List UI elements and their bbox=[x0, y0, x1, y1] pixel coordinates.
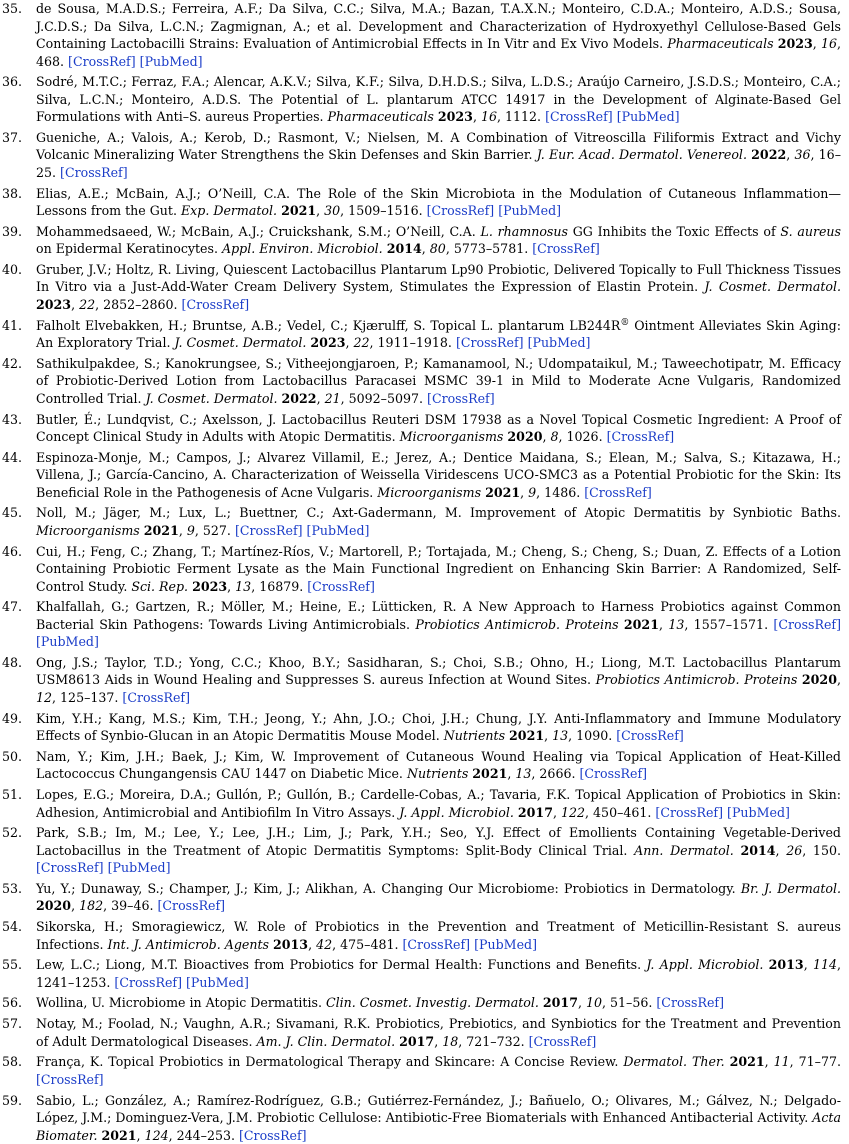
reference-italic-text: Sci. Rep. bbox=[131, 579, 188, 594]
reference-text bbox=[36, 504, 841, 539]
reference-text-segment: GG Inhibits the Toxic Effects of bbox=[568, 224, 780, 239]
reference-text-segment: Gueniche, A.; Valois, A.; Kerob, D.; Rasmont, V.; Nielsen, M. A Combination of Vitreoscilla Filiformis Extract and Vichy Volcanic Mineralizing Water Strengthens the Skin Defenses and Skin Barrier. bbox=[36, 130, 841, 163]
reference-year: 2021 bbox=[624, 617, 659, 632]
crossref-link[interactable]: [CrossRef] bbox=[773, 617, 841, 632]
reference-text-segment: , 1509–1516. bbox=[340, 203, 426, 218]
reference-year: 2023 bbox=[778, 36, 813, 51]
reference-item bbox=[2, 73, 841, 126]
reference-item bbox=[2, 449, 841, 502]
reference-italic-text: Probiotics Antimicrob. Proteins bbox=[596, 672, 798, 687]
reference-italic-text: Probiotics Antimicrob. Proteins bbox=[415, 617, 618, 632]
reference-text-segment: , 51–56. bbox=[602, 995, 656, 1010]
reference-text bbox=[36, 710, 841, 745]
crossref-link[interactable]: [CrossRef] bbox=[579, 766, 647, 781]
reference-text-segment: Espinoza-Monje, M.; Campos, J.; Alvarez Villamil, E.; Jerez, A.; Dentice Maidana, S.; Elean, M.; Salva, S.; Kitazawa, H.; Villena, J.; García-Cancino, A. Characterization of Weissella Viridescens UCO-SMC3 as a Potential Probiotic for the Skin: Its Beneficial Role in the Pathogenesis of Acne Vulgaris. bbox=[36, 450, 841, 500]
reference-item bbox=[2, 598, 841, 651]
reference-text-segment: Yu, Y.; Dunaway, S.; Champer, J.; Kim, J.; Alikhan, A. Changing Our Microbiome: Probiotics in Dermatology. bbox=[36, 881, 741, 896]
reference-text bbox=[36, 129, 841, 182]
reference-number: 53. bbox=[2, 880, 36, 898]
reference-text-segment: , bbox=[804, 957, 813, 972]
reference-text-segment: Ong, J.S.; Taylor, T.D.; Yong, C.C.; Khoo, B.Y.; Sasidharan, S.; Choi, S.B.; Ohno, H.; Liong, M.T. Lactobacillus Plantarum USM8613 Aids in Wound Healing and Suppresses S. aureus Infection at Wound Sites. bbox=[36, 655, 841, 688]
reference-text-segment: , bbox=[578, 995, 586, 1010]
reference-italic-text: Pharmaceuticals bbox=[667, 36, 773, 51]
reference-number: 48. bbox=[2, 654, 36, 672]
crossref-link[interactable]: [CrossRef] bbox=[427, 203, 495, 218]
crossref-link[interactable]: [CrossRef] bbox=[427, 391, 495, 406]
reference-text-segment: , bbox=[71, 898, 79, 913]
reference-italic-text: J. Cosmet. Dermatol. bbox=[704, 279, 841, 294]
reference-number: 37. bbox=[2, 129, 36, 147]
pubmed-link[interactable]: [PubMed] bbox=[727, 805, 790, 820]
pubmed-link[interactable]: [PubMed] bbox=[307, 523, 370, 538]
reference-italic-text: 13 bbox=[515, 766, 531, 781]
reference-text-segment: , bbox=[765, 1054, 774, 1069]
reference-text-segment: Sodré, M.T.C.; Ferraz, F.A.; Alencar, A.K.V.; Silva, K.F.; Silva, D.H.D.S.; Silva, L.D.S.; Araújo Carneiro, J.S.D.S.; Monteiro, C.A.; Silva, L.C.N.; Monteiro, A.D.S. The Potential of L. plantarum ATCC 14917 in the Development of Alginate-Based Gel Formulations with Anti–S. aureus Properties. bbox=[36, 74, 841, 124]
pubmed-link[interactable]: [PubMed] bbox=[498, 203, 561, 218]
reference-item bbox=[2, 223, 841, 258]
reference-item bbox=[2, 1053, 841, 1088]
reference-text-segment: , 1557–1571. bbox=[684, 617, 773, 632]
reference-item bbox=[2, 543, 841, 596]
reference-italic-text: 13 bbox=[552, 728, 568, 743]
reference-text-segment: , 150. bbox=[802, 843, 841, 858]
reference-italic-text: 12 bbox=[36, 690, 52, 705]
reference-text-segment: , 244–253. bbox=[169, 1128, 239, 1143]
reference-item bbox=[2, 1015, 841, 1050]
reference-item bbox=[2, 786, 841, 821]
reference-year: 2021 bbox=[485, 485, 520, 500]
reference-year: 2017 bbox=[399, 1034, 434, 1049]
reference-text-segment: Park, S.B.; Im, M.; Lee, Y.; Lee, J.H.; Lim, J.; Park, Y.H.; Seo, Y.J. Effect of Emollients Containing Vegetable-Derived Lactobacillus in the Treatment of Atopic Dermatitis Symptoms: Split-Body Clinical Trial. bbox=[36, 825, 841, 858]
reference-text bbox=[36, 411, 841, 446]
reference-text-segment: , bbox=[813, 36, 821, 51]
reference-number: 39. bbox=[2, 223, 36, 241]
reference-text-segment: , 1112. bbox=[497, 109, 545, 124]
reference-text-segment: , 2852–2860. bbox=[95, 297, 181, 312]
reference-text-segment: Nam, Y.; Kim, J.H.; Baek, J.; Kim, W. Improvement of Cutaneous Wound Healing via Topical Application of Heat-Killed Lactococcus Chungangensis CAU 1447 on Diabetic Mice. bbox=[36, 749, 841, 782]
reference-year: 2017 bbox=[543, 995, 578, 1010]
reference-italic-text: J. Cosmet. Dermatol. bbox=[174, 335, 306, 350]
reference-item bbox=[2, 504, 841, 539]
reference-item bbox=[2, 956, 841, 991]
reference-text-segment: , 450–461. bbox=[585, 805, 655, 820]
reference-year: 2021 bbox=[472, 766, 507, 781]
reference-text bbox=[36, 1053, 841, 1088]
reference-text-segment: , bbox=[137, 1128, 145, 1143]
crossref-link[interactable]: [CrossRef] bbox=[68, 54, 136, 69]
reference-italic-text: Clin. Cosmet. Investig. Dermatol. bbox=[326, 995, 539, 1010]
reference-italic-text: Microorganisms bbox=[36, 523, 140, 538]
reference-text-segment: , 1486. bbox=[536, 485, 584, 500]
reference-text bbox=[36, 1015, 841, 1050]
reference-number: 38. bbox=[2, 185, 36, 203]
reference-number: 41. bbox=[2, 317, 36, 335]
reference-italic-text: 122 bbox=[561, 805, 585, 820]
reference-italic-text: Pharmaceuticals bbox=[328, 109, 434, 124]
reference-text-segment: , bbox=[316, 203, 324, 218]
reference-year: 2013 bbox=[273, 937, 308, 952]
reference-number: 57. bbox=[2, 1015, 36, 1033]
reference-text bbox=[36, 786, 841, 821]
reference-italic-text: 13 bbox=[668, 617, 684, 632]
reference-year: 2022 bbox=[751, 147, 786, 162]
reference-text-segment: , 2666. bbox=[531, 766, 579, 781]
reference-year: 2022 bbox=[282, 391, 317, 406]
reference-number: 58. bbox=[2, 1053, 36, 1071]
reference-year: 2014 bbox=[740, 843, 775, 858]
reference-text-segment: , bbox=[179, 523, 187, 538]
reference-number: 55. bbox=[2, 956, 36, 974]
crossref-link[interactable]: [CrossRef] bbox=[656, 995, 724, 1010]
reference-text bbox=[36, 449, 841, 502]
reference-text bbox=[36, 185, 841, 220]
reference-number: 47. bbox=[2, 598, 36, 616]
reference-italic-text: Nutrients bbox=[407, 766, 468, 781]
reference-text-segment: , bbox=[308, 937, 316, 952]
reference-year: 2021 bbox=[730, 1054, 765, 1069]
reference-year: 2021 bbox=[144, 523, 179, 538]
reference-text-segment: , 16–25. bbox=[36, 147, 841, 180]
reference-year: 2023 bbox=[310, 335, 345, 350]
reference-list bbox=[2, 0, 841, 1144]
reference-text-segment: , 468. bbox=[36, 36, 841, 69]
reference-year: 2023 bbox=[36, 297, 71, 312]
reference-italic-text: 9 bbox=[528, 485, 536, 500]
reference-text bbox=[36, 880, 841, 915]
reference-number: 40. bbox=[2, 261, 36, 279]
reference-text-segment: , bbox=[473, 109, 481, 124]
crossref-link[interactable]: [CrossRef] bbox=[36, 1072, 104, 1087]
pubmed-link[interactable]: [PubMed] bbox=[528, 335, 591, 350]
pubmed-link[interactable]: [PubMed] bbox=[186, 975, 249, 990]
reference-italic-text: 13 bbox=[235, 579, 251, 594]
reference-italic-text: J. Appl. Microbiol. bbox=[646, 957, 763, 972]
reference-italic-text: 10 bbox=[586, 995, 602, 1010]
reference-italic-text: 22 bbox=[354, 335, 370, 350]
reference-text-segment: Sikorska, H.; Smoragiewicz, W. Role of Probiotics in the Prevention and Treatment of Meticillin-Resistant S. aureus Infections. bbox=[36, 919, 841, 952]
crossref-link[interactable]: [CrossRef] bbox=[456, 335, 524, 350]
reference-text-segment: Mohammedsaeed, W.; McBain, A.J.; Cruickshank, S.M.; O’Neill, C.A. bbox=[36, 224, 481, 239]
reference-italic-text: 114 bbox=[813, 957, 837, 972]
reference-text bbox=[36, 1092, 841, 1144]
reference-year: 2023 bbox=[192, 579, 227, 594]
reference-text bbox=[36, 317, 841, 352]
reference-text-segment: , bbox=[434, 1034, 442, 1049]
reference-text-segment: Sathikulpakdee, S.; Kanokrungsee, S.; Vitheejongjaroen, P.; Kamanamool, N.; Udompataikul, M.; Taweechotipatr, M. Efficacy of Probiotic-Derived Lotion from Lactobacillus Paracasei MSMC 39-1 in Mild to Moderate Acne Vulgaris, Randomized Controlled Trial. bbox=[36, 356, 841, 406]
registered-mark: ® bbox=[620, 317, 629, 327]
reference-text bbox=[36, 223, 841, 258]
crossref-link[interactable]: [CrossRef] bbox=[584, 485, 652, 500]
reference-text-segment: , bbox=[786, 147, 794, 162]
reference-text-segment: Wollina, U. Microbiome in Atopic Dermatitis. bbox=[36, 995, 326, 1010]
reference-italic-text: 22 bbox=[79, 297, 95, 312]
reference-text bbox=[36, 261, 841, 314]
reference-text-segment: , 125–137. bbox=[52, 690, 122, 705]
reference-item bbox=[2, 1092, 841, 1144]
reference-year: 2017 bbox=[518, 805, 553, 820]
reference-text-segment: , bbox=[71, 297, 79, 312]
reference-text bbox=[36, 994, 841, 1012]
reference-number: 42. bbox=[2, 355, 36, 373]
reference-item bbox=[2, 994, 841, 1012]
crossref-link[interactable]: [CrossRef] bbox=[158, 898, 226, 913]
reference-text-segment: Ointment Alleviates Skin Aging: An Exploratory Trial. bbox=[36, 318, 841, 351]
reference-year: 2020 bbox=[507, 429, 542, 444]
reference-item bbox=[2, 0, 841, 70]
reference-italic-text: Acta Biomater. bbox=[36, 1110, 841, 1143]
pubmed-link[interactable]: [PubMed] bbox=[36, 634, 99, 649]
reference-text-segment: , 721–732. bbox=[458, 1034, 528, 1049]
reference-italic-text: 80 bbox=[430, 241, 446, 256]
crossref-link[interactable]: [CrossRef] bbox=[60, 165, 128, 180]
reference-number: 45. bbox=[2, 504, 36, 522]
reference-text-segment: , bbox=[553, 805, 561, 820]
reference-text-segment: , 527. bbox=[195, 523, 235, 538]
reference-italic-text: S. aureus bbox=[780, 224, 841, 239]
reference-text-segment: Notay, M.; Foolad, N.; Vaughn, A.R.; Sivamani, R.K. Probiotics, Prebiotics, and Synbiotics for the Treatment and Prevention of Adult Dermatological Diseases. bbox=[36, 1016, 841, 1049]
reference-italic-text: 182 bbox=[79, 898, 103, 913]
reference-italic-text: 8 bbox=[551, 429, 559, 444]
crossref-link[interactable]: [CrossRef] bbox=[239, 1128, 307, 1143]
reference-text-segment: , 1911–1918. bbox=[370, 335, 456, 350]
reference-year: 2021 bbox=[281, 203, 316, 218]
crossref-link[interactable]: [CrossRef] bbox=[122, 690, 190, 705]
reference-italic-text: Am. J. Clin. Dermatol. bbox=[257, 1034, 396, 1049]
reference-italic-text: Exp. Dermatol. bbox=[181, 203, 277, 218]
reference-text-segment: , bbox=[544, 728, 552, 743]
reference-text-segment: , 71–77. bbox=[790, 1054, 841, 1069]
reference-text bbox=[36, 654, 841, 707]
reference-text-segment: , bbox=[422, 241, 430, 256]
reference-text-segment: Falholt Elvebakken, H.; Bruntse, A.B.; Vedel, C.; Kjærulff, S. Topical L. plantarum LB244R bbox=[36, 318, 620, 333]
reference-italic-text: 42 bbox=[316, 937, 332, 952]
reference-year: 2021 bbox=[101, 1128, 136, 1143]
reference-number: 43. bbox=[2, 411, 36, 429]
reference-italic-text: J. Appl. Microbiol. bbox=[399, 805, 514, 820]
crossref-link[interactable]: [CrossRef] bbox=[655, 805, 723, 820]
reference-item bbox=[2, 654, 841, 707]
crossref-link[interactable]: [CrossRef] bbox=[529, 1034, 597, 1049]
reference-number: 51. bbox=[2, 786, 36, 804]
reference-text bbox=[36, 543, 841, 596]
reference-number: 46. bbox=[2, 543, 36, 561]
reference-text-segment: , bbox=[317, 391, 325, 406]
reference-text-segment: , bbox=[776, 843, 787, 858]
reference-text-segment: on Epidermal Keratinocytes. bbox=[36, 241, 222, 256]
reference-year: 2020 bbox=[802, 672, 837, 687]
reference-item bbox=[2, 748, 841, 783]
reference-number: 54. bbox=[2, 918, 36, 936]
reference-number: 44. bbox=[2, 449, 36, 467]
reference-number: 52. bbox=[2, 824, 36, 842]
reference-italic-text: J. Eur. Acad. Dermatol. Venereol. bbox=[537, 147, 747, 162]
reference-year: 2013 bbox=[769, 957, 804, 972]
reference-number: 36. bbox=[2, 73, 36, 91]
reference-italic-text: 16 bbox=[481, 109, 497, 124]
reference-text-segment: , 5092–5097. bbox=[341, 391, 427, 406]
reference-italic-text: 26 bbox=[786, 843, 802, 858]
reference-italic-text: 11 bbox=[774, 1054, 790, 1069]
reference-text-segment: França, K. Topical Probiotics in Dermatological Therapy and Skincare: A Concise Review. bbox=[36, 1054, 623, 1069]
reference-italic-text: 30 bbox=[324, 203, 340, 218]
reference-text bbox=[36, 748, 841, 783]
reference-text bbox=[36, 73, 841, 126]
reference-item bbox=[2, 411, 841, 446]
reference-text-segment: Lew, L.C.; Liong, M.T. Bioactives from Probiotics for Dermal Health: Functions and Benefits. bbox=[36, 957, 646, 972]
reference-italic-text: Appl. Environ. Microbiol. bbox=[222, 241, 383, 256]
reference-item bbox=[2, 129, 841, 182]
reference-text bbox=[36, 598, 841, 651]
reference-text-segment: Elias, A.E.; McBain, A.J.; O’Neill, C.A. The Role of the Skin Microbiota in the Modulation of Cutaneous Inflammation—Lessons from the Gut. bbox=[36, 186, 841, 219]
reference-text bbox=[36, 355, 841, 408]
reference-item bbox=[2, 918, 841, 953]
reference-text-segment: , 39–46. bbox=[103, 898, 157, 913]
reference-text-segment: Butler, É.; Lundqvist, C.; Axelsson, J. Lactobacillus Reuteri DSM 17938 as a Novel Topical Cosmetic Ingredient: A Proof of Concept Clinical Study in Adults with Atopic Dermatitis. bbox=[36, 412, 841, 445]
reference-text-segment: , bbox=[837, 672, 841, 687]
reference-text bbox=[36, 0, 841, 70]
reference-item bbox=[2, 185, 841, 220]
reference-item bbox=[2, 824, 841, 877]
reference-item bbox=[2, 317, 841, 352]
reference-text-segment: Cui, H.; Feng, C.; Zhang, T.; Martínez-Ríos, V.; Martorell, P.; Tortajada, M.; Cheng, S.; Cheng, S.; Duan, Z. Effects of a Lotion Containing Probiotic Ferment Lysate as the Main Functional Ingredient on Enhancing Skin Barrier: A Randomized, Self-Control Study. bbox=[36, 544, 841, 594]
reference-item bbox=[2, 261, 841, 314]
reference-text-segment: Gruber, J.V.; Holtz, R. Living, Quiescent Lactobacillus Plantarum Lp90 Probiotic, Delivered Topically to Full Thickness Tissues In Vitro via a Just-Add-Water Cream Delivery System, Stimulates the Expression of Elastin Protein. bbox=[36, 262, 841, 295]
reference-year: 2023 bbox=[438, 109, 473, 124]
reference-italic-text: 36 bbox=[794, 147, 810, 162]
reference-italic-text: Microorganisms bbox=[377, 485, 481, 500]
reference-text-segment: , 475–481. bbox=[332, 937, 402, 952]
reference-italic-text: Dermatol. Ther. bbox=[623, 1054, 724, 1069]
reference-italic-text: Int. J. Antimicrob. Agents bbox=[108, 937, 269, 952]
reference-number: 49. bbox=[2, 710, 36, 728]
crossref-link[interactable]: [CrossRef] bbox=[182, 297, 250, 312]
reference-number: 56. bbox=[2, 994, 36, 1012]
reference-number: 50. bbox=[2, 748, 36, 766]
reference-italic-text: J. Cosmet. Dermatol. bbox=[146, 391, 278, 406]
reference-year: 2020 bbox=[36, 898, 71, 913]
reference-text bbox=[36, 956, 841, 991]
crossref-link[interactable]: [CrossRef] bbox=[114, 975, 182, 990]
crossref-link[interactable]: [CrossRef] bbox=[607, 429, 675, 444]
reference-italic-text: 16 bbox=[821, 36, 837, 51]
reference-text-segment: , bbox=[659, 617, 668, 632]
reference-text-segment: , bbox=[227, 579, 235, 594]
reference-italic-text: L. rhamnosus bbox=[481, 224, 568, 239]
pubmed-link[interactable]: [PubMed] bbox=[140, 54, 203, 69]
reference-text-segment: , 1090. bbox=[568, 728, 616, 743]
reference-text-segment: , bbox=[345, 335, 353, 350]
crossref-link[interactable]: [CrossRef] bbox=[616, 728, 684, 743]
reference-italic-text: 124 bbox=[145, 1128, 169, 1143]
reference-italic-text: Br. J. Dermatol. bbox=[741, 881, 841, 896]
reference-italic-text: 9 bbox=[187, 523, 195, 538]
reference-text-segment: , 1026. bbox=[559, 429, 607, 444]
reference-text-segment: de Sousa, M.A.D.S.; Ferreira, A.F.; Da Silva, C.C.; Silva, M.A.; Bazan, T.A.X.N.; Monteiro, C.D.A.; Monteiro, A.D.S.; Sousa, J.C.D.S.; Da Silva, L.C.N.; Zagmignan, A.; et al. Development and Characterization of Hydroxyethyl Cellulose-Based Gels Containing Lactobacilli Strains: Evaluation of Antimicrobial Effects in In Vitr and Ex Vivo Models. bbox=[36, 1, 841, 51]
reference-italic-text: Nutrients bbox=[444, 728, 505, 743]
reference-text-segment: Lopes, E.G.; Moreira, D.A.; Gullón, P.; Gullón, B.; Cardelle-Cobas, A.; Tavaria, F.K. Topical Application of Probiotics in Skin: Adhesion, Antimicrobial and Antibiofilm In Vitro Assays. bbox=[36, 787, 841, 820]
pubmed-link[interactable]: [PubMed] bbox=[617, 109, 680, 124]
reference-italic-text: 21 bbox=[325, 391, 341, 406]
reference-year: 2014 bbox=[387, 241, 422, 256]
crossref-link[interactable]: [CrossRef] bbox=[307, 579, 375, 594]
crossref-link[interactable]: [CrossRef] bbox=[235, 523, 303, 538]
reference-italic-text: Microorganisms bbox=[400, 429, 504, 444]
reference-text-segment: , 1241–1253. bbox=[36, 957, 841, 990]
reference-text-segment: , bbox=[520, 485, 528, 500]
reference-item bbox=[2, 880, 841, 915]
reference-italic-text: Ann. Dermatol. bbox=[634, 843, 734, 858]
pubmed-link[interactable]: [PubMed] bbox=[108, 860, 171, 875]
reference-text-segment: , 5773–5781. bbox=[446, 241, 532, 256]
reference-number: 59. bbox=[2, 1092, 36, 1110]
reference-italic-text: 18 bbox=[442, 1034, 458, 1049]
reference-text-segment: Kim, Y.H.; Kang, M.S.; Kim, T.H.; Jeong, Y.; Ahn, J.O.; Choi, J.H.; Chung, J.Y. Anti-Inflammatory and Immune Modulatory Effects of Synbio-Glucan in an Atopic Dermatitis Mouse Model. bbox=[36, 711, 841, 744]
pubmed-link[interactable]: [PubMed] bbox=[474, 937, 537, 952]
reference-number: 35. bbox=[2, 0, 36, 18]
reference-text bbox=[36, 918, 841, 953]
reference-text-segment: Sabio, L.; González, A.; Ramírez-Rodríguez, G.B.; Gutiérrez-Fernández, J.; Bañuelo, O.; Olivares, M.; Gálvez, N.; Delgado-López, J.M.; Dominguez-Vera, J.M. Probiotic Cellulose: Antibiotic-Free Biomaterials with Enhanced Antibacterial Activity. bbox=[36, 1093, 841, 1126]
reference-item bbox=[2, 710, 841, 745]
reference-text-segment: , bbox=[507, 766, 515, 781]
reference-text-segment: Khalfallah, G.; Gartzen, R.; Möller, M.; Heine, E.; Lütticken, R. A New Approach to Harness Probiotics against Common Bacterial Skin Pathogens: Towards Living Antimicrobials. bbox=[36, 599, 841, 632]
crossref-link[interactable]: [CrossRef] bbox=[532, 241, 600, 256]
reference-text-segment: , bbox=[542, 429, 550, 444]
reference-text-segment: , 16879. bbox=[251, 579, 307, 594]
reference-item bbox=[2, 355, 841, 408]
crossref-link[interactable]: [CrossRef] bbox=[36, 860, 104, 875]
reference-text-segment: Noll, M.; Jäger, M.; Lux, L.; Buettner, C.; Axt-Gadermann, M. Improvement of Atopic Dermatitis by Synbiotic Baths. bbox=[36, 505, 841, 520]
reference-year: 2021 bbox=[509, 728, 544, 743]
crossref-link[interactable]: [CrossRef] bbox=[545, 109, 613, 124]
reference-text bbox=[36, 824, 841, 877]
crossref-link[interactable]: [CrossRef] bbox=[403, 937, 471, 952]
